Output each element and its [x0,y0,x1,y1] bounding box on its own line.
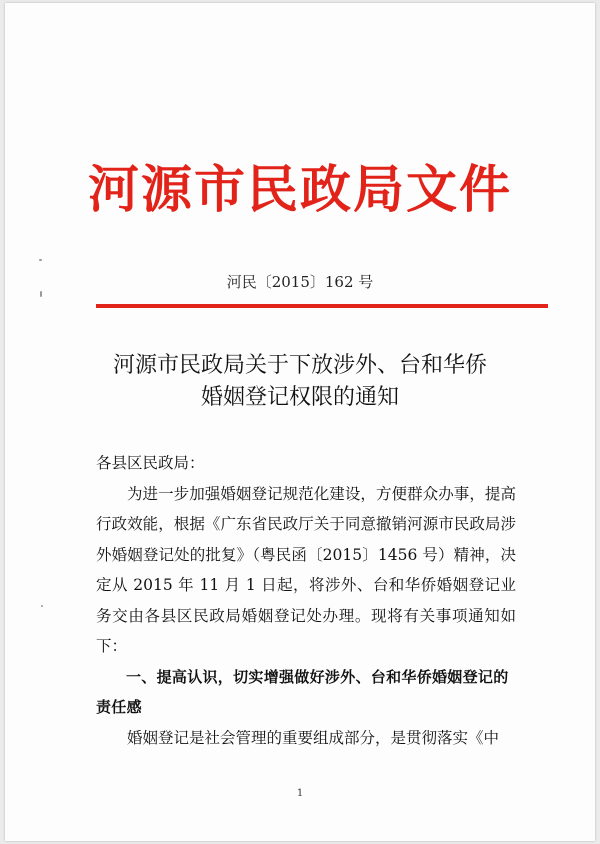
scan-speck [41,605,43,607]
salutation: 各县区民政局： [96,454,205,472]
title-line-2: 婚姻登记权限的通知 [200,385,399,410]
document-body [96,448,516,753]
document-number: 河民〔2015〕162 号 [226,273,374,291]
body-paragraph-1: 为进一步加强婚姻登记规范化建设，方便群众办事，提高行政效能，根据《广东省民政厅关于同意撤销河源市民政局涉外婚姻登记处的批复》（粤民函〔2015〕1456 号）精神，决定从 2015 年 11 月 1 日起，将涉外、台和华侨婚姻登记业务交由各县区民政局婚姻登记处办理。现将有关事项通知如下： [96,484,516,655]
body-paragraph-2: 婚姻登记是社会管理的重要组成部分，是贯彻落实《中 [127,728,500,747]
scan-speck [40,291,42,297]
scan-speck [39,259,42,261]
section-heading-1: 一、提高认识，切实增强做好涉外、台和华侨婚姻登记的责任感 [96,667,509,716]
document-page [5,3,595,841]
document-title [5,350,595,414]
page-number: 1 [296,788,304,799]
issuer-header: 河源市民政局文件 [87,160,512,220]
red-separator-line [96,304,548,308]
title-line-1: 河源市民政局关于下放涉外、台和华侨 [112,353,487,378]
